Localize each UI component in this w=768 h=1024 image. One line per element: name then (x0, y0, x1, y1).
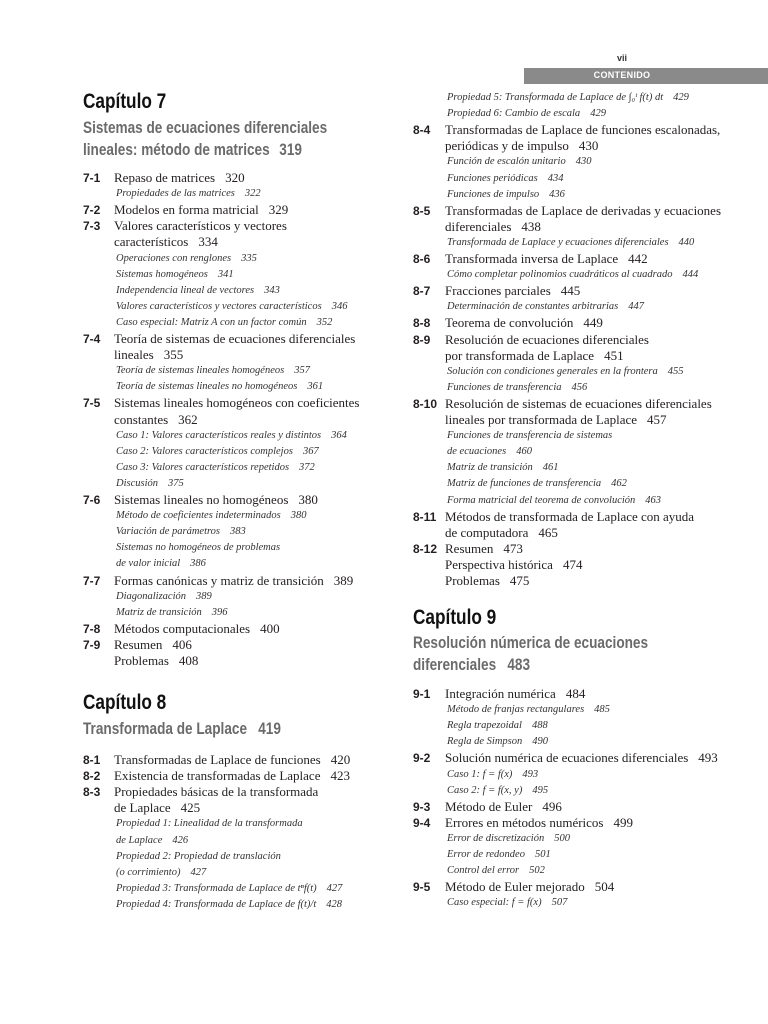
entry-text (447, 476, 627, 492)
entry-title: Perspectiva histórica (445, 556, 553, 572)
entry-page: 367 (302, 445, 319, 457)
entry-title: Variación de parámetros (116, 526, 221, 538)
entry-text (114, 234, 218, 250)
entry-page: 462 (611, 478, 627, 490)
entry-page: 396 (211, 606, 228, 618)
entry-text (445, 348, 624, 364)
entry-text (447, 767, 538, 783)
entry-text (116, 589, 212, 605)
entry-text (114, 784, 318, 800)
entry-title: Repaso de matrices (114, 170, 216, 185)
entry-text (445, 251, 648, 267)
entry-title: Formas canónicas y matriz de transición (114, 572, 324, 588)
section-number: 7-7 (83, 573, 101, 588)
entry-title: Errores en métodos numéricos (445, 814, 604, 830)
entry-page: 475 (509, 573, 530, 588)
entry-title: Método de franjas rectangulares (447, 704, 585, 716)
entry-text (445, 283, 580, 299)
entry-page: 488 (531, 720, 548, 732)
entry-page: 389 (333, 572, 354, 588)
chapter-9-title-line-2 (413, 654, 530, 676)
entry-title: Funciones de transferencia de sistemas (447, 430, 613, 442)
entry-title: Solución numérica de ecuaciones diferenciales (445, 750, 689, 766)
section-number: 8-12 (413, 541, 438, 556)
entry-page: 361 (307, 381, 324, 393)
section-number: 7-4 (83, 332, 101, 346)
entry-title: Valores característicos y vectores (114, 218, 287, 234)
entry-title: Forma matricial del teorema de convolución (447, 494, 636, 506)
entry-page: 423 (330, 768, 350, 784)
entry-text (445, 799, 562, 815)
section-number: 7-9 (83, 637, 101, 652)
entry-text (447, 444, 532, 460)
entry-title: Existencia de transformadas de Laplace (114, 768, 321, 784)
entry-text (447, 106, 606, 122)
entry-text (447, 171, 563, 187)
entry-title: Error de discretización (447, 832, 545, 844)
entry-page: 426 (172, 834, 189, 846)
entry-text (447, 187, 565, 203)
entry-title: Integración numérica (445, 686, 556, 701)
entry-title: Caso especial: f = f(x) (447, 897, 542, 909)
entry-title: por transformada de Laplace (445, 347, 595, 363)
entry-title: (o corrimiento) (116, 866, 181, 878)
entry-page: 389 (196, 590, 212, 602)
entry-text (447, 718, 548, 734)
entry-title: lineales (114, 347, 154, 363)
entry-page: 504 (594, 879, 615, 895)
entry-text (447, 90, 689, 106)
entry-title: Caso 1: Valores característicos reales y distintos (116, 429, 322, 441)
chapter-9-label: Capítulo 9 (413, 606, 497, 629)
entry-page: 400 (260, 620, 280, 636)
chapter-8-label: Capítulo 8 (83, 691, 167, 714)
entry-page: 406 (172, 636, 192, 652)
section-number: 9-4 (413, 815, 431, 830)
entry-title: Propiedades de las matrices (116, 188, 235, 200)
section-number: 8-10 (413, 396, 438, 411)
entry-title: Teoría de sistemas de ecuaciones diferenciales (114, 331, 356, 346)
entry-title: Funciones de impulso (447, 188, 540, 200)
entry-text (116, 605, 228, 621)
entry-title: Problemas (445, 573, 500, 588)
entry-page: 380 (290, 510, 307, 522)
entry-page: 420 (330, 752, 351, 767)
section-number: 8-2 (83, 769, 101, 784)
entry-page: 456 (571, 381, 588, 393)
entry-title: Propiedades básicas de la transformada (114, 784, 319, 800)
chapter-9-page: 483 (507, 655, 531, 674)
entry-text (447, 831, 570, 847)
entry-text (447, 493, 661, 509)
entry-text (116, 849, 281, 865)
entry-text (114, 170, 245, 186)
entry-text (114, 637, 192, 653)
section-number: 8-7 (413, 284, 431, 299)
entry-page: 484 (565, 686, 586, 701)
entry-page: 434 (547, 172, 564, 184)
entry-title: Caso 2: Valores característicos complejos (116, 445, 293, 457)
entry-page: 383 (230, 526, 246, 538)
entry-page: 451 (604, 347, 624, 363)
entry-title: Resolución de sistemas de ecuaciones diferenciales (445, 395, 712, 411)
entry-page: 430 (575, 156, 592, 168)
entry-text (114, 492, 318, 508)
entry-page: 427 (190, 866, 207, 878)
entry-page: 430 (578, 138, 599, 154)
chapter-7-title-line-1: Sistemas de ecuaciones diferenciales (83, 118, 328, 137)
entry-text (114, 202, 288, 218)
section-number: 7-2 (83, 203, 101, 218)
entry-page: 334 (198, 234, 218, 250)
entry-text (447, 267, 698, 283)
entry-page: 507 (551, 897, 568, 909)
entry-text (445, 315, 603, 331)
entry-page: 429 (673, 92, 689, 103)
section-number: 7-5 (83, 396, 101, 411)
entry-title: periódicas y de impulso (445, 138, 569, 154)
entry-title: de Laplace (114, 800, 171, 816)
entry-title: Control del error (447, 865, 520, 877)
entry-title: Propiedad 3: Transformada de Laplace de tⁿf(t) (116, 882, 317, 894)
entry-title: Propiedad 5: Transformada de Laplace de ∫₀ᵗ f(t) dt (447, 92, 664, 103)
entry-title: Sistemas lineales homogéneos con coeficientes (114, 395, 360, 411)
entry-text (445, 122, 720, 138)
entry-title: Propiedad 1: Linealidad de la transformada (116, 818, 303, 830)
entry-text (447, 863, 545, 879)
entry-title: Transformadas de Laplace de derivadas y ecuaciones (445, 202, 722, 218)
chapter-7-title-text: lineales: método de matrices (83, 140, 270, 159)
chapter-9-title-line-1: Resolución númerica de ecuaciones (413, 633, 649, 652)
entry-page: 501 (534, 849, 551, 860)
entry-title: Error de redondeo (447, 849, 525, 860)
entry-title: Modelos en forma matricial (114, 202, 259, 218)
entry-page: 502 (529, 865, 545, 877)
entry-page: 445 (560, 283, 581, 299)
entry-text (116, 186, 261, 202)
entry-text (445, 525, 558, 541)
section-number: 7-3 (83, 219, 101, 234)
entry-page: 375 (168, 477, 184, 489)
entry-page: 447 (628, 301, 644, 313)
entry-text (116, 363, 310, 379)
entry-title: Valores característicos y vectores característicos (116, 300, 322, 312)
entry-title: Método de coeficientes indeterminados (116, 510, 281, 522)
entry-text (445, 219, 541, 235)
entry-page: 364 (331, 429, 347, 441)
entry-page: 380 (298, 492, 318, 507)
entry-text (116, 460, 315, 476)
section-number: 9-3 (413, 799, 431, 814)
entry-page: 455 (667, 365, 684, 377)
entry-title: Determinación de constantes arbitrarias (447, 301, 619, 313)
entry-page: 474 (562, 556, 583, 572)
entry-page: 496 (542, 798, 562, 814)
entry-title: Sistemas lineales no homogéneos (114, 492, 289, 507)
entry-page: 335 (241, 252, 257, 264)
entry-page: 495 (532, 784, 549, 796)
entry-page: 352 (316, 316, 333, 328)
entry-title: Diagonalización (116, 590, 186, 602)
section-number: 8-4 (413, 123, 431, 138)
chapter-8-page: 419 (258, 719, 281, 738)
entry-title: Regla trapezoidal (447, 720, 522, 732)
entry-title: Caso 3: Valores característicos repetidos (116, 461, 290, 473)
entry-page: 436 (549, 188, 565, 200)
entry-text (116, 428, 347, 444)
entry-text (116, 251, 257, 267)
entry-text (116, 283, 280, 299)
entry-title: Teorema de convolución (445, 315, 574, 331)
entry-title: Matriz de transición (447, 462, 533, 474)
entry-title: Independencia lineal de vectores (116, 284, 255, 296)
entry-text (445, 332, 649, 348)
entry-text (447, 380, 587, 396)
entry-text (445, 879, 614, 895)
entry-page: 346 (331, 300, 348, 312)
entry-title: Operaciones con renglones (116, 252, 232, 264)
page-number: vii (616, 53, 627, 63)
entry-title: Función de escalón unitario (447, 156, 566, 168)
entry-text (116, 556, 206, 572)
entry-text (114, 412, 198, 428)
entry-text (447, 364, 683, 380)
entry-title: Caso especial: Matriz A con un factor común (116, 316, 307, 328)
entry-page: 465 (538, 524, 558, 540)
entry-title: de ecuaciones (447, 446, 507, 458)
entry-text (445, 412, 667, 428)
entry-text (116, 299, 347, 315)
section-number: 8-5 (413, 203, 431, 218)
entry-text (114, 800, 200, 816)
section-number: 7-6 (83, 493, 101, 507)
entry-page: 386 (190, 558, 206, 570)
entry-text (114, 218, 287, 234)
entry-page: 485 (594, 704, 610, 716)
entry-title: de valor inicial (116, 558, 181, 570)
entry-title: Método de Euler mejorado (445, 879, 585, 895)
section-number: 9-5 (413, 880, 431, 895)
entry-text (445, 573, 529, 589)
chapter-7-title-line-2 (83, 139, 302, 161)
entry-title: Sistemas no homogéneos de problemas (116, 542, 281, 554)
entry-title: Regla de Simpson (447, 736, 523, 748)
entry-title: Resolución de ecuaciones diferenciales (445, 331, 649, 347)
section-header-label: CONTENIDO (593, 70, 651, 80)
entry-page: 425 (180, 800, 201, 816)
entry-page: 429 (590, 108, 606, 120)
entry-page: 499 (613, 814, 633, 830)
entry-text (116, 881, 342, 897)
entry-page: 428 (326, 898, 343, 910)
entry-title: de computadora (445, 524, 529, 540)
entry-page: 427 (326, 882, 343, 894)
entry-page: 320 (225, 170, 245, 185)
entry-page: 442 (628, 251, 648, 266)
entry-title: Transformada de Laplace y ecuaciones diferenciales (447, 236, 669, 248)
entry-page: 357 (294, 365, 310, 377)
entry-text (116, 540, 280, 556)
entry-page: 493 (522, 768, 539, 780)
entry-text (116, 379, 323, 395)
entry-page: 457 (647, 412, 667, 427)
entry-page: 449 (583, 315, 603, 331)
entry-title: Discusión (116, 477, 158, 489)
entry-page: 473 (503, 540, 523, 556)
entry-text (116, 508, 307, 524)
entry-title: Matriz de transición (116, 606, 202, 618)
entry-title: Transformadas de Laplace de funciones escalonadas, (445, 122, 721, 138)
section-number: 9-1 (413, 687, 431, 701)
entry-text (445, 138, 598, 154)
entry-page: 463 (645, 494, 662, 506)
entry-page: 355 (163, 347, 184, 363)
entry-title: Resumen (114, 636, 163, 652)
entry-text (447, 299, 644, 315)
entry-page: 372 (299, 461, 315, 473)
entry-page: 460 (516, 446, 532, 458)
entry-title: Resumen (445, 540, 494, 556)
entry-page: 329 (268, 202, 289, 218)
entry-page: 461 (542, 462, 559, 474)
entry-text (447, 734, 548, 750)
entry-text (116, 444, 319, 460)
entry-text (114, 331, 355, 347)
entry-text (447, 847, 551, 863)
entry-page: 493 (698, 750, 718, 766)
entry-title: Teoría de sistemas lineales no homogéneos (116, 381, 298, 393)
entry-text (445, 203, 721, 219)
entry-title: Solución con condiciones generales en la frontera (447, 365, 658, 377)
entry-page: 444 (682, 269, 699, 281)
section-number: 8-8 (413, 316, 431, 331)
chapter-9-title-text: diferenciales (413, 655, 497, 674)
entry-title: Sistemas homogéneos (116, 268, 208, 280)
entry-text (114, 653, 198, 669)
entry-title: Propiedad 4: Transformada de Laplace de f(t)/t (116, 898, 317, 910)
entry-page: 408 (178, 653, 199, 668)
entry-text (114, 768, 350, 784)
entry-text (114, 347, 183, 363)
entry-page: 341 (217, 268, 234, 280)
entry-text (445, 686, 585, 702)
entry-text (445, 815, 633, 831)
entry-title: Método de Euler (445, 798, 533, 814)
entry-page: 438 (521, 218, 541, 234)
entry-title: Funciones de transferencia (447, 381, 562, 393)
section-number: 9-2 (413, 751, 431, 766)
entry-title: Propiedad 2: Propiedad de translación (116, 850, 281, 862)
entry-text (447, 460, 559, 476)
entry-text (445, 557, 582, 573)
entry-text (114, 621, 280, 637)
section-header-bar (524, 68, 768, 84)
entry-title: constantes (114, 411, 169, 427)
entry-title: Problemas (114, 653, 169, 668)
entry-text (447, 895, 567, 911)
entry-page: 343 (264, 284, 280, 296)
section-number: 7-1 (83, 171, 101, 185)
entry-text (116, 267, 234, 283)
entry-text (116, 865, 206, 881)
entry-page: 440 (678, 236, 695, 248)
entry-text (116, 524, 246, 540)
entry-title: de Laplace (116, 834, 163, 846)
entry-title: Matriz de funciones de transferencia (447, 478, 602, 490)
entry-text (447, 783, 548, 799)
entry-text (445, 541, 523, 557)
entry-title: Cómo completar polinomios cuadráticos al cuadrado (447, 269, 673, 281)
section-number: 8-9 (413, 332, 431, 347)
entry-title: Transformadas de Laplace de funciones (114, 752, 321, 767)
entry-text (445, 396, 712, 412)
entry-title: Teoría de sistemas lineales homogéneos (116, 365, 285, 377)
chapter-7-label: Capítulo 7 (83, 90, 167, 113)
entry-text (447, 235, 694, 251)
section-number: 8-11 (413, 509, 437, 524)
entry-title: Caso 1: f = f(x) (447, 768, 513, 780)
entry-page: 322 (244, 188, 261, 200)
section-number: 8-6 (413, 252, 431, 266)
entry-text (116, 315, 332, 331)
entry-text (114, 573, 353, 589)
entry-text (447, 702, 610, 718)
entry-text (447, 154, 591, 170)
entry-page: 500 (554, 832, 570, 844)
entry-text (116, 816, 303, 832)
entry-title: diferenciales (445, 218, 512, 234)
entry-text (114, 752, 350, 768)
entry-text (447, 428, 612, 444)
entry-page: 490 (532, 736, 548, 748)
section-number: 7-8 (83, 621, 101, 636)
entry-title: Funciones periódicas (447, 172, 538, 184)
entry-text (116, 897, 342, 913)
entry-text (116, 833, 188, 849)
chapter-7-page: 319 (279, 140, 302, 159)
entry-title: Caso 2: f = f(x, y) (447, 784, 523, 796)
chapter-8-title (83, 718, 281, 740)
entry-title: Propiedad 6: Cambio de escala (447, 108, 581, 120)
entry-title: Métodos de transformada de Laplace con ayuda (445, 508, 695, 524)
entry-text (114, 395, 359, 411)
entry-title: lineales por transformada de Laplace (445, 412, 638, 427)
chapter-8-title-text: Transformada de Laplace (83, 719, 248, 738)
entry-page: 362 (178, 411, 198, 427)
section-number: 8-3 (83, 785, 101, 800)
entry-title: Fracciones parciales (445, 283, 551, 299)
entry-text (445, 750, 718, 766)
entry-text (445, 509, 694, 525)
section-number: 8-1 (83, 753, 101, 767)
entry-text (116, 476, 184, 492)
entry-title: característicos (114, 234, 189, 250)
entry-title: Transformada inversa de Laplace (445, 251, 619, 266)
entry-title: Métodos computacionales (114, 620, 251, 636)
